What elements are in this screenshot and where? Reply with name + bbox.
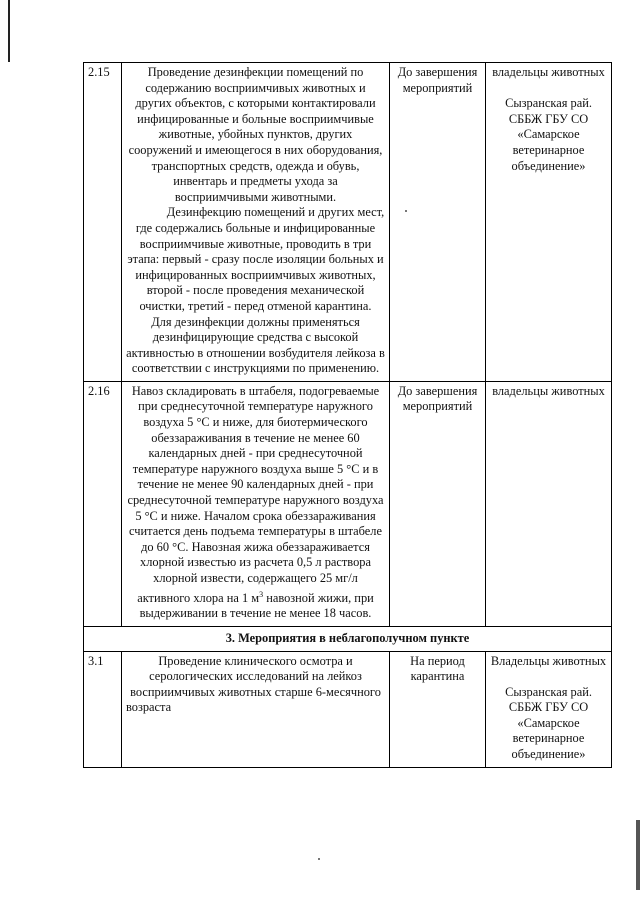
row-number: 2.15 xyxy=(84,63,122,382)
scan-speck xyxy=(318,858,320,860)
row-responsible xyxy=(486,381,612,626)
responsible-service: Сызранская рай. СББЖ ГБУ СО «Самарское ветеринарное объединение» xyxy=(505,96,592,173)
unit-text: м xyxy=(251,590,260,605)
scan-speck xyxy=(405,210,407,212)
description-paragraph: Проведение дезинфекции помещений по содержанию восприимчивых животных и других объектов, с которыми контактировали инфицированные и больные восприимчивые животные, убойных пунктов, других сооружений и имеющегося в них оборудования, транспортных средств, одежда и обувь, инвентарь и предметы ухода за восприимчивыми животными. xyxy=(128,65,383,204)
row-description xyxy=(122,381,390,626)
row-term: До завершения мероприятий xyxy=(390,381,486,626)
responsible-service: Сызранская рай. СББЖ ГБУ СО «Самарское ветеринарное объединение» xyxy=(505,684,592,762)
binder-line xyxy=(8,0,10,62)
description-paragraph: Дезинфекцию помещений и других мест, где содержались больные и инфицированные восприимчивые животные, проводить в три этапа: первый - сразу после изоляции больных и инфицированных восприимчивых животных, второй - после проведения механической очистки, третий - перед отменой карантина. xyxy=(127,205,385,313)
responsible-owner: владельцы животных xyxy=(492,65,605,79)
row-responsible xyxy=(486,63,612,382)
row-term: На период карантина xyxy=(390,651,486,767)
row-description: Проведение клинического осмотра и серологических исследований на лейкоз восприимчивых животных старше 6-месячного возраста xyxy=(122,651,390,767)
responsible-owner: Владельцы животных xyxy=(490,653,607,668)
measures-table xyxy=(83,62,612,768)
scan-edge-mark xyxy=(636,820,640,890)
section-header-row xyxy=(84,626,612,651)
table-row xyxy=(84,651,612,767)
section-title: 3. Мероприятия в неблагополучном пункте xyxy=(84,626,612,651)
row-responsible xyxy=(486,651,612,767)
description-paragraph: Навоз складировать в штабеля, подогреваемые при среднесуточной температуре наружного воздуха 5 °C и ниже, для биотермического обеззараживания в течение не менее 60 календарных дней - при среднесуточной температуре наружного воздуха выше 5 °C и в течение не менее 90 календарных дней - при среднесуточной температуре наружного воздуха 5 °C и ниже. Началом срока обеззараживания считается день подъема температуры в штабеле до 60 °C. Навозная жижа обеззараживается хлорной известью из расчета 0,5 л раствора хлорной извести, содержащего 25 мг/л активного хлора на 1 xyxy=(127,383,384,605)
table-row xyxy=(84,381,612,626)
table-row xyxy=(84,63,612,382)
row-description xyxy=(122,63,390,382)
row-term: До завершения мероприятий xyxy=(390,63,486,382)
description-paragraph: навозной жижи, при выдерживании в течение не менее 18 часов. xyxy=(139,590,374,621)
row-number: 3.1 xyxy=(84,651,122,767)
row-number: 2.16 xyxy=(84,381,122,626)
unit-superscript: 3 xyxy=(259,589,264,599)
description-paragraph: Для дезинфекции должны применяться дезинфицирующие средства с высокой активностью в отношении возбудителя лейкоза в соответствии с инструкциями по применению. xyxy=(126,314,385,376)
responsible-owner: владельцы животных xyxy=(492,383,605,398)
